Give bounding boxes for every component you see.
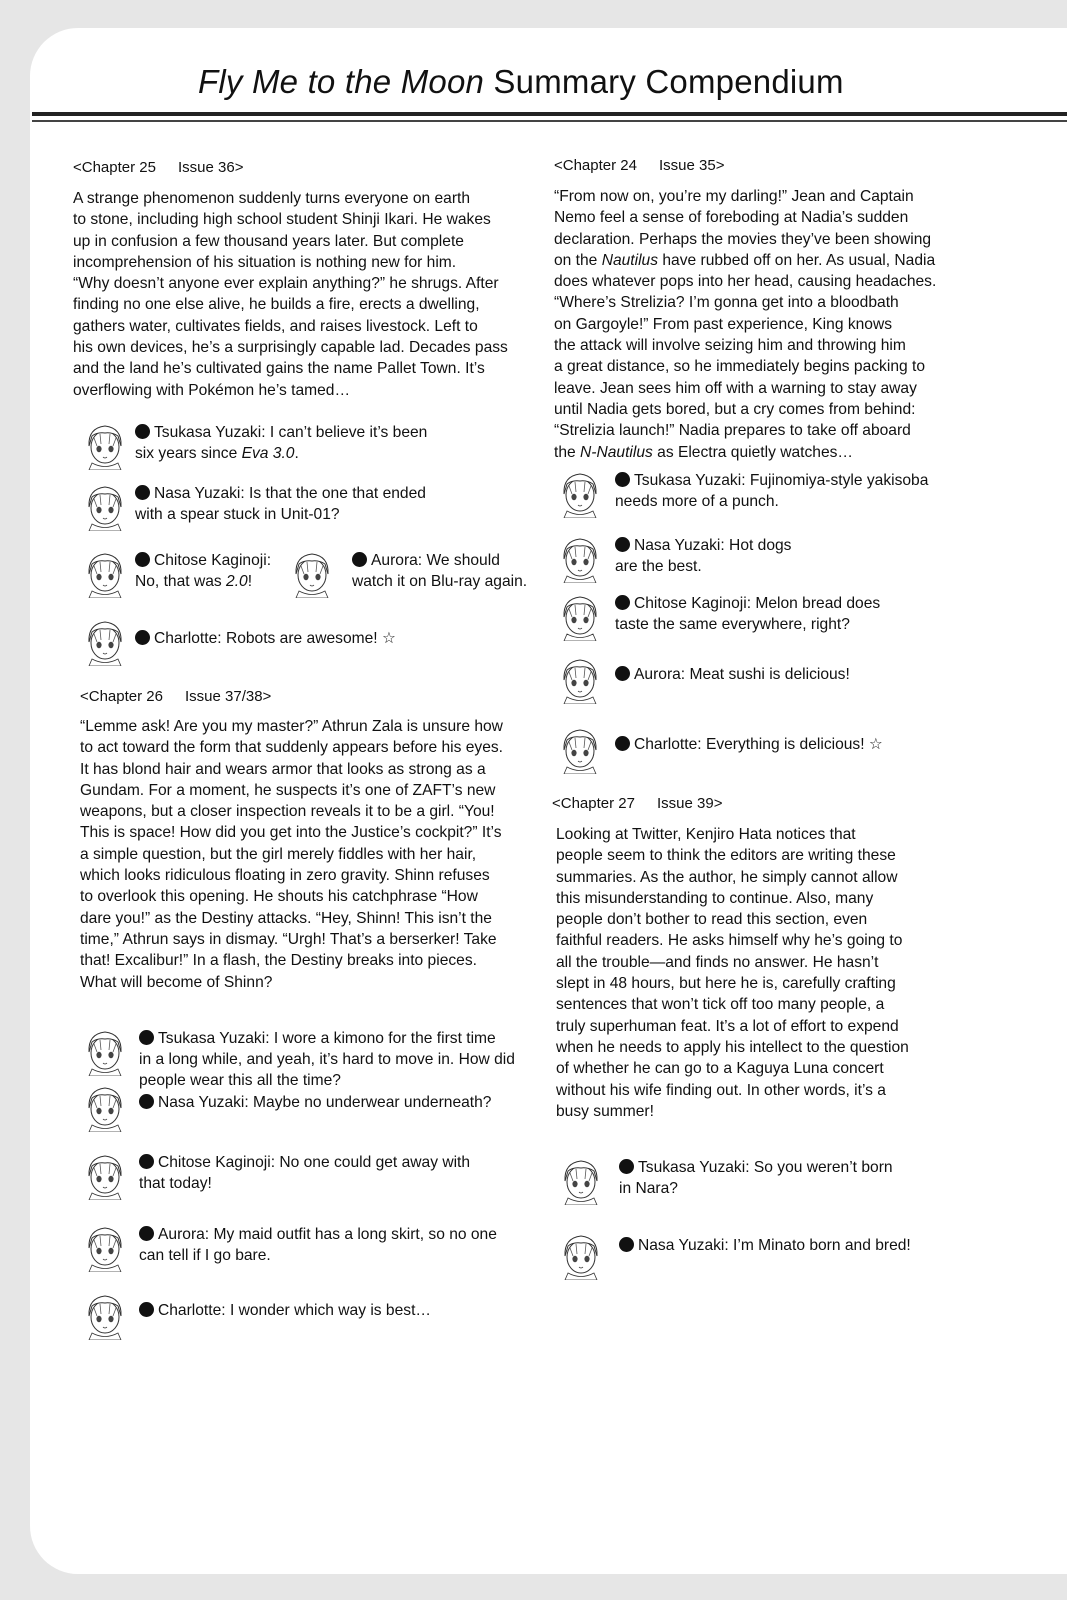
tsukasa-avatar-icon xyxy=(80,420,130,470)
nasa-avatar-icon xyxy=(555,533,605,583)
bullet-dot-icon xyxy=(352,552,367,567)
comment-text: can tell if I go bare. xyxy=(139,1247,271,1264)
bullet-dot-icon xyxy=(135,424,150,439)
comment-text: Aurora: My maid outfit has a long skirt, so no one xyxy=(158,1226,497,1243)
comment-text: ! xyxy=(247,573,253,590)
summary-line: until Nadia gets bored, but a cry comes from behind: xyxy=(554,400,916,418)
comment-text: Chitose Kaginoji: No one could get away with xyxy=(158,1154,471,1171)
aurora-avatar-icon xyxy=(287,548,337,598)
chapter-label: <Chapter 27 xyxy=(552,795,635,812)
issue-label: Issue 35> xyxy=(658,157,725,174)
summary-line: finding no one else alive, he builds a fire, erects a dwelling, xyxy=(73,296,480,314)
comment-tsukasa xyxy=(555,468,928,518)
summary-line: people seem to think the editors are writing these xyxy=(556,847,896,865)
bullet-dot-icon xyxy=(139,1154,154,1169)
comment-chitose xyxy=(555,591,880,641)
comment-text: Charlotte: I wonder which way is best… xyxy=(158,1302,432,1319)
summary-line: sentences that won’t tick off too many people, a xyxy=(556,996,885,1014)
summary-line: the N-Nautilus as Electra quietly watches… xyxy=(554,443,854,461)
comment-text: watch it on Blu-ray again. xyxy=(352,573,528,590)
summary-line: faithful readers. He asks himself why he’s going to xyxy=(556,932,903,950)
comment-text: six years since xyxy=(135,445,242,462)
comment-tsukasa xyxy=(80,420,427,470)
comment-text: Nasa Yuzaki: Is that the one that ended xyxy=(154,485,426,502)
bullet-dot-icon xyxy=(135,630,150,645)
comment-text: taste the same everywhere, right? xyxy=(615,616,850,633)
comment-text: Aurora: Meat sushi is delicious! xyxy=(634,666,850,683)
summary-line: all the trouble—and finds no answer. He hasn’t xyxy=(556,953,879,971)
chapter-summary xyxy=(554,186,936,463)
comment-text: in a long while, and yeah, it’s hard to move in. How did xyxy=(139,1051,515,1068)
summary-line: Nemo feel a sense of foreboding at Nadia’s sudden xyxy=(554,209,909,227)
bullet-dot-icon xyxy=(139,1226,154,1241)
comment-text: are the best. xyxy=(615,558,702,575)
comment-text: Aurora: We should xyxy=(371,552,500,569)
comment-text: Nasa Yuzaki: Maybe no underwear underneath? xyxy=(158,1094,492,1111)
comment-text: . xyxy=(294,445,299,462)
summary-line: on Gargoyle!” From past experience, King knows xyxy=(554,315,893,333)
issue-label: Issue 39> xyxy=(656,795,723,812)
nasa-avatar-icon xyxy=(80,481,130,531)
chapter-summary xyxy=(80,716,503,993)
bullet-dot-icon xyxy=(615,537,630,552)
page-title-rest: Summary Compendium xyxy=(484,63,844,100)
aurora-avatar-icon xyxy=(80,1222,130,1272)
summary-line: the attack will involve seizing him and throwing him xyxy=(554,337,906,355)
summary-line: and the land he’s cultivated gains the name Pallet Town. It’s xyxy=(73,360,485,378)
nasa-avatar-icon xyxy=(80,1082,130,1132)
summary-line: “Where’s Strelizia? I’m gonna get into a bloodbath xyxy=(554,294,899,312)
comment-text: Chitose Kaginoji: xyxy=(154,552,272,569)
chapter-summary xyxy=(556,824,909,1122)
comment-text: people wear this all the time? xyxy=(139,1072,341,1089)
bullet-dot-icon xyxy=(615,736,630,751)
summary-line: does whatever pops into her head, causing headaches. xyxy=(554,273,937,291)
summary-line: to stone, including high school student Shinji Ikari. He wakes xyxy=(73,211,491,229)
comment-title-italic: 2.0 xyxy=(226,573,248,590)
bullet-dot-icon xyxy=(619,1159,634,1174)
chapter-heading xyxy=(73,159,508,176)
summary-line: on the Nautilus have rubbed off on her. As usual, Nadia xyxy=(554,251,936,269)
comment-text: Charlotte: Everything is delicious! ☆ xyxy=(634,736,883,753)
chapter-25-section xyxy=(73,159,508,401)
comment-text: Tsukasa Yuzaki: I can’t believe it’s been xyxy=(154,424,428,441)
summary-line: gathers water, cultivates fields, and raises livestock. Left to xyxy=(73,317,478,335)
comment-aurora xyxy=(555,654,850,704)
chapter-label: <Chapter 26 xyxy=(80,688,163,705)
comment-chitose xyxy=(80,548,271,598)
comment-text: that today! xyxy=(139,1175,212,1192)
summary-line: incomprehension of his situation is nothing new for him. xyxy=(73,253,457,271)
summary-line: busy summer! xyxy=(556,1102,654,1120)
bullet-dot-icon xyxy=(619,1237,634,1252)
comment-text: Nasa Yuzaki: I’m Minato born and bred! xyxy=(638,1237,911,1254)
chapter-summary xyxy=(73,188,508,401)
chapter-heading xyxy=(554,157,936,174)
summary-line: a great distance, so he immediately begins packing to xyxy=(554,358,925,376)
issue-label: Issue 37/38> xyxy=(184,688,272,705)
chitose-avatar-icon xyxy=(80,1150,130,1200)
summary-line: Gundam. For a moment, he suspects it’s one of ZAFT’s new xyxy=(80,781,496,799)
summary-line: to act toward the form that suddenly appears before his eyes. xyxy=(80,739,504,757)
summary-line: up in confusion a few thousand years later. But complete xyxy=(73,232,464,250)
page-title xyxy=(198,63,844,101)
chapter-heading xyxy=(80,688,503,705)
bullet-dot-icon xyxy=(135,552,150,567)
summary-line: It has blond hair and wears armor that looks as strong as a xyxy=(80,760,486,778)
summary-line: What will become of Shinn? xyxy=(80,973,273,991)
comment-nasa xyxy=(556,1230,911,1280)
summary-line: which looks ridiculous floating in zero gravity. Shinn refuses xyxy=(80,867,490,885)
comment-text: Tsukasa Yuzaki: I wore a kimono for the first time xyxy=(158,1030,496,1047)
summary-line: declaration. Perhaps the movies they’ve been showing xyxy=(554,230,932,248)
summary-line: his own devices, he’s a surprisingly capable lad. Decades pass xyxy=(73,339,508,357)
page-title-italic: Fly Me to the Moon xyxy=(198,63,485,100)
summary-line: dare you!” as the Destiny attacks. “Hey, Shinn! This isn’t the xyxy=(80,909,492,927)
comment-charlotte xyxy=(555,724,883,774)
comment-charlotte xyxy=(80,616,396,666)
charlotte-avatar-icon xyxy=(80,1290,130,1340)
comment-text: Chitose Kaginoji: Melon bread does xyxy=(634,595,881,612)
summary-line: “Strelizia launch!” Nadia prepares to take off aboard xyxy=(554,422,911,440)
comment-chitose xyxy=(80,1150,470,1200)
comment-aurora xyxy=(287,548,527,598)
chapter-label: <Chapter 24 xyxy=(554,157,637,174)
comment-nasa xyxy=(80,481,426,531)
summary-line: overflowing with Pokémon he’s tamed… xyxy=(73,381,351,399)
chapter-24-section xyxy=(554,157,936,463)
comment-nasa xyxy=(555,533,791,583)
chapter-26-section xyxy=(80,688,503,993)
chapter-label: <Chapter 25 xyxy=(73,159,156,176)
summary-line: people don’t bother to read this section, even xyxy=(556,911,868,929)
comment-title-italic: Eva 3.0 xyxy=(241,445,295,462)
comment-nasa xyxy=(80,1082,491,1132)
chapter-27-section xyxy=(552,795,909,1122)
summary-line: A strange phenomenon suddenly turns everyone on earth xyxy=(73,190,471,207)
issue-label: Issue 36> xyxy=(177,159,244,176)
comment-text: Tsukasa Yuzaki: Fujinomiya-style yakisoba xyxy=(634,472,929,489)
tsukasa-avatar-icon xyxy=(556,1155,606,1205)
summary-line: when he needs to apply his intellect to the question xyxy=(556,1038,909,1056)
comment-tsukasa xyxy=(556,1155,893,1205)
summary-line: a simple question, but the girl merely fiddles with her hair, xyxy=(80,845,477,863)
tsukasa-avatar-icon xyxy=(555,468,605,518)
title-rule-thin xyxy=(32,120,1067,122)
comment-text: No, that was xyxy=(135,573,227,590)
chitose-avatar-icon xyxy=(555,591,605,641)
comment-text: Tsukasa Yuzaki: So you weren’t born xyxy=(638,1159,893,1176)
charlotte-avatar-icon xyxy=(80,616,130,666)
summary-line: “Why doesn’t anyone ever explain anything?” he shrugs. After xyxy=(73,275,499,293)
summary-line: “Lemme ask! Are you my master?” Athrun Zala is unsure how xyxy=(80,718,503,735)
summary-line: weapons, but a closer inspection reveals it to be a girl. “You! xyxy=(80,803,495,821)
charlotte-avatar-icon xyxy=(555,724,605,774)
summary-line: slept in 48 hours, but here he is, carefully crafting xyxy=(556,975,896,993)
bullet-dot-icon xyxy=(139,1094,154,1109)
summary-line: without his wife finding out. In other words, it’s a xyxy=(556,1081,886,1099)
bullet-dot-icon xyxy=(139,1030,154,1045)
comment-aurora xyxy=(80,1222,497,1272)
comment-text: needs more of a punch. xyxy=(615,493,779,510)
summary-line: to overlook this opening. He shouts his catchphrase “How xyxy=(80,888,478,906)
summary-line: this misunderstanding to continue. Also, many xyxy=(556,889,874,907)
summary-line: summaries. As the author, he simply cannot allow xyxy=(556,868,898,886)
summary-line: that! Excalibur!” In a flash, the Destiny breaks into pieces. xyxy=(80,952,477,970)
nasa-avatar-icon xyxy=(556,1230,606,1280)
comment-text: Charlotte: Robots are awesome! ☆ xyxy=(154,630,396,647)
tsukasa-avatar-icon xyxy=(80,1026,130,1076)
chapter-heading xyxy=(552,795,909,812)
bullet-dot-icon xyxy=(615,666,630,681)
summary-line: truly superhuman feat. It’s a lot of effort to expend xyxy=(556,1017,899,1035)
summary-line: “From now on, you’re my darling!” Jean and Captain xyxy=(554,188,914,205)
bullet-dot-icon xyxy=(135,485,150,500)
bullet-dot-icon xyxy=(139,1302,154,1317)
summary-line: leave. Jean sees him off with a warning to stay away xyxy=(554,379,917,397)
title-rule-thick xyxy=(32,112,1067,116)
bullet-dot-icon xyxy=(615,595,630,610)
comment-charlotte xyxy=(80,1290,431,1340)
chitose-avatar-icon xyxy=(80,548,130,598)
comment-text: Nasa Yuzaki: Hot dogs xyxy=(634,537,792,554)
aurora-avatar-icon xyxy=(555,654,605,704)
comment-text: in Nara? xyxy=(619,1180,678,1197)
summary-line: of whether he can go to a Kaguya Luna concert xyxy=(556,1060,884,1078)
bullet-dot-icon xyxy=(615,472,630,487)
summary-line: Looking at Twitter, Kenjiro Hata notices that xyxy=(556,826,856,843)
summary-line: This is space! How did you get into the Justice’s cockpit?” It’s xyxy=(80,824,502,842)
summary-line: time,” Athrun says in dismay. “Urgh! That’s a berserker! Take xyxy=(80,930,497,948)
comment-text: with a spear stuck in Unit-01? xyxy=(135,506,340,523)
